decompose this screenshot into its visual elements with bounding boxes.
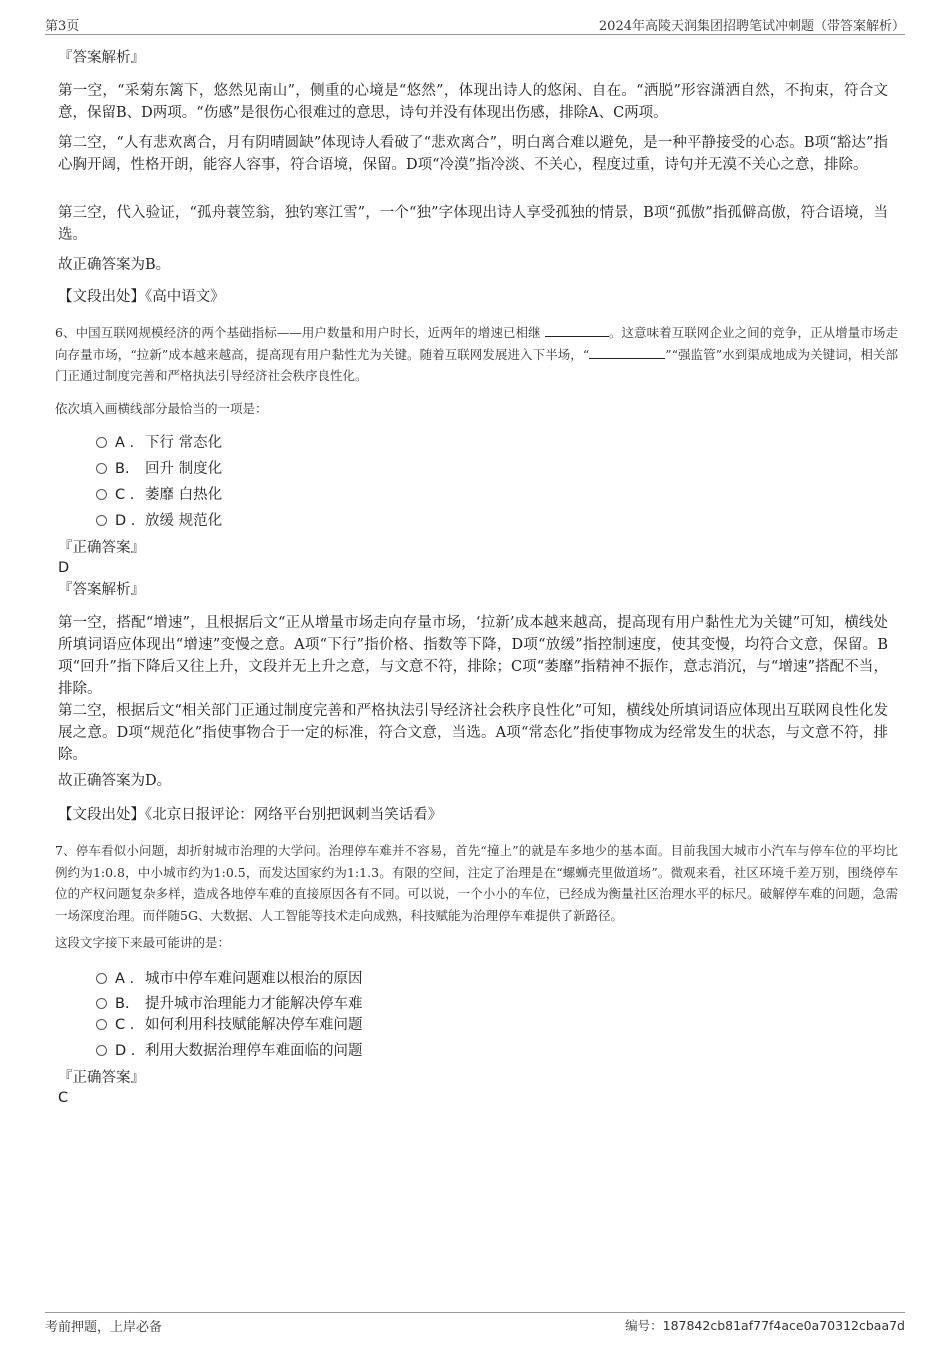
q6-conclusion: 故正确答案为D。	[58, 773, 172, 789]
radio-icon[interactable]	[96, 998, 107, 1009]
radio-icon[interactable]	[96, 1019, 107, 1030]
q7-prompt: 这段文字接下来最可能讲的是：	[55, 935, 231, 950]
radio-icon[interactable]	[96, 489, 107, 500]
q6-option-c[interactable]: C . 萎靡 白热化	[96, 485, 222, 505]
document-title: 2024年高陵天润集团招聘笔试冲刺题（带答案解析）	[598, 19, 905, 34]
q6-stem	[55, 322, 898, 387]
q6-blank-1	[545, 324, 609, 337]
q6-prompt: 依次填入画横线部分最恰当的一项是：	[55, 401, 268, 416]
q6-option-d[interactable]: D . 放缓 规范化	[96, 511, 222, 531]
q6-blank-2	[589, 346, 665, 359]
q7-correct-value: C	[58, 1090, 69, 1106]
footer-serial: 编号：187842cb81af77f4ace0a70312cbaa7d	[625, 1318, 905, 1333]
footer-slogan: 考前押题，上岸必备	[45, 1320, 163, 1335]
q6-stem-part-1: 6、中国互联网规模经济的两个基础指标——用户数量和用户时长，近两年的增速已相继	[55, 325, 541, 340]
radio-icon[interactable]	[96, 973, 107, 984]
q6-analysis-paragraph-1: 第一空，搭配“增速”，且根据后文“正从增量市场走向存量市场，‘拉新’成本越来越高，提高现有用户黏性尤为关键”可知，横线处所填词语应体现出“增速”变慢之意。A项“下行”指价格、指数等下降，D项“放缓”指控制速度，使其变慢，均符合文意，保留。B项“回升”指下降后又往上升，文段并无上升之意，与文意不符，排除；C项“萎靡”指精神不振作，意志消沉，与“增速”搭配不当，排除。	[58, 615, 888, 697]
radio-icon[interactable]	[96, 515, 107, 526]
q7-option-c[interactable]: C . 如何利用科技赋能解决停车难问题	[96, 1015, 363, 1035]
q5-analysis-paragraph-2: 第二空，“人有悲欢离合，月有阴晴圆缺”体现诗人看破了“悲欢离合”，明白离合难以避免，是一种平静接受的心态。B项“豁达”指心胸开阔，性格开朗，能容人容事，符合语境，保留。D项“冷漠”指冷淡、不关心，程度过重，诗句并无漠不关心之意，排除。	[58, 135, 888, 173]
q5-analysis-paragraph-3: 第三空，代入验证，“孤舟蓑笠翁，独钓寒江雪”，一个“独”字体现出诗人享受孤独的情景，B项“孤傲”指孤僻高傲，符合语境，当选。	[58, 205, 888, 243]
q7-correct-label: 『正确答案』	[58, 1070, 145, 1086]
q5-analysis-label: 『答案解析』	[58, 50, 145, 66]
q6-correct-label: 『正确答案』	[58, 540, 145, 556]
q7-option-a[interactable]: A . 城市中停车难问题难以根治的原因	[96, 969, 363, 989]
radio-icon[interactable]	[96, 463, 107, 474]
q6-option-b[interactable]: B. 回升 制度化	[96, 459, 222, 479]
q6-stem-part-2: 。这意味着互联网企业之间的竞争，正从增量市场走向存量市场，“拉新”成本越来越高，提高现有用户黏性尤为关键。随着互联网发展进入下半场，“	[55, 325, 898, 362]
q6-source: 【文段出处】《北京日报评论：网络平台别把讽刺当笑话看》	[58, 807, 443, 823]
q5-analysis-paragraph-1: 第一空，“采菊东篱下，悠然见南山”，侧重的心境是“悠然”，体现出诗人的悠闲、自在。“洒脱”形容潇洒自然，不拘束，符合文意，保留B、D两项。“伤感”是很伤心很难过的意思，诗句并没有体现出伤感，排除A、C两项。	[58, 83, 888, 121]
q7-option-b[interactable]: B. 提升城市治理能力才能解决停车难	[96, 994, 363, 1014]
q6-analysis-paragraph-2: 第二空，根据后文“相关部门正通过制度完善和严格执法引导经济社会秩序良性化”可知，横线处所填词语应体现出互联网良性化发展之意。D项“规范化”指使事物合于一定的标准，符合文意，当选。A项“常态化”指使事物成为经常发生的状态，与文意不符，排除。	[58, 703, 888, 763]
q7-stem: 7、停车看似小问题，却折射城市治理的大学问。治理停车难并不容易，首先“撞上”的就是车多地少的基本面。目前我国大城市小汽车与停车位的平均比例约为1:0.8，中小城市约为1:0.5，而发达国家约为1:1.3。有限的空间，注定了治理是在“螺蛳壳里做道场”。微观来看，社区环境千差万别，围绕停车位的产权问题复杂多样，造成各地停车难的直接原因各有不同。可以说，一个小小的车位，已经成为衡量社区治理水平的标尺。破解停车难的问题，急需一场深度治理。而伴随5G、大数据、人工智能等技术走向成熟，科技赋能为治理停车难提供了新路径。	[55, 843, 898, 923]
radio-icon[interactable]	[96, 437, 107, 448]
q5-conclusion: 故正确答案为B。	[58, 257, 171, 273]
q6-correct-value: D	[58, 560, 70, 576]
q6-analysis-label: 『答案解析』	[58, 582, 145, 598]
q5-source: 【文段出处】《高中语文》	[58, 289, 225, 305]
radio-icon[interactable]	[96, 1045, 107, 1056]
q7-option-d[interactable]: D . 利用大数据治理停车难面临的问题	[96, 1041, 363, 1061]
page-footer	[45, 1312, 905, 1335]
q6-option-a[interactable]: A . 下行 常态化	[96, 433, 222, 453]
page-header	[45, 12, 905, 35]
q6-stem-part-3: ”“强监管”水到渠成地成为关键词，相关部门正通过制度完善和严格执法引导经济社会秩序良性化。	[55, 346, 898, 383]
page-number: 第3页	[45, 19, 80, 34]
